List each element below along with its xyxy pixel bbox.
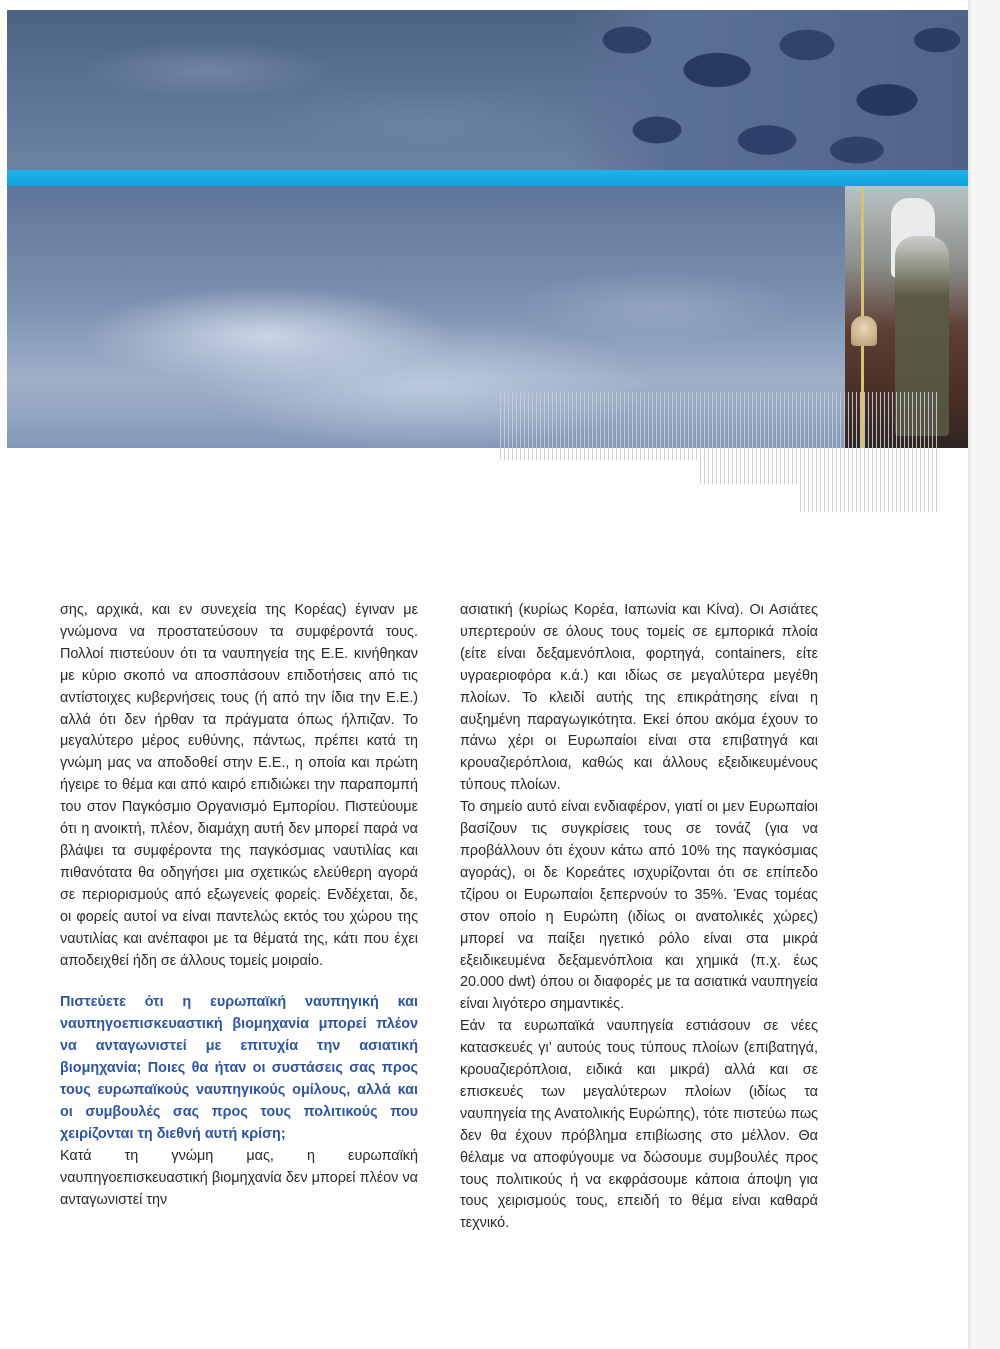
paragraph: Κατά τη γνώμη μας, η ευρωπαϊκή ναυπηγοεπισκευαστική βιομηχανία δεν μπορεί πλέον να ανταγωνιστεί την xyxy=(60,1147,418,1208)
breakwater-rocks-photo xyxy=(567,10,968,170)
header-photo-collage xyxy=(7,10,968,448)
decorative-stripes-mask xyxy=(500,392,700,512)
paragraph: ασιατική (κυρίως Κορέα, Ιαπωνία και Κίνα). Οι Ασιάτες υπερτερούν σε όλους τους τομείς σε εμπορικά πλοία (είτε είναι δεξαμενόπλοια, φορτηγά, containers, είτε υγραεριοφόρα κ.ά.) και ιδίως σε μεγαλύτερα μεγέθη πλοίων. Το κλειδί αυτής της επικράτησης είναι η αυξημένη παραγωγικότητα. Εκεί όπου ακόμα έχουν το πάνω χέρι οι Ευρωπαίοι είναι στα επιβατηγά και κρουαζιερόπλοια, καθώς και άλλους εξειδικευμένους τύπους πλοίων. xyxy=(460,602,818,794)
ship-bell xyxy=(851,316,877,346)
paragraph: Το σημείο αυτό είναι ενδιαφέρον, γιατί οι μεν Ευρωπαίοι βασίζουν τις συγκρίσεις τους σε τονάζ (για να προβάλλουν ότι έχουν κάτω από 10% της παγκόσμιας αγοράς), οι δε Κορεάτες ισχυρίζονται ότι σε επίπεδο τζίρου οι Ευρωπαίοι ξεπερνούν το 35%. Ένας τομέας στον οποίο η Ευρώπη (ιδίως οι ανατολικές χώρες) μπορεί να παίξει ηγετικό ρόλο είναι στα μικρά εξειδικευμένα δεξαμενόπλοια και χημικά (π.χ. έως 20.000 dwt) όπου οι διαφορές με τα ασιατικά ναυπηγεία είναι λιγότερο σημαντικές. xyxy=(460,799,818,1013)
article-body xyxy=(0,600,1000,1320)
left-column xyxy=(60,600,418,1211)
right-column xyxy=(460,600,818,1235)
accent-band xyxy=(7,170,968,186)
paragraph: σης, αρχικά, και εν συνεχεία της Κορέας) έγιναν με γνώμονα να προστατεύσουν τα συμφέροντά τους. Πολλοί πιστεύουν ότι τα ναυπηγεία της Ε.Ε. κινήθηκαν με κύριο σκοπό να αποσπάσουν επιδοτήσεις από τις αντίστοιχες κυβερνήσεις τους (ή από την ίδια την Ε.Ε.) αλλά ότι δεν ήρθαν τα πράγματα όπως ήλπιζαν. Το μεγαλύτερο μέρος ευθύνης, πάντως, πρέπει κατά τη γνώμη μας να αποδοθεί στην Ε.Ε., η οποία και πρώτη ήγειρε το θέμα και από καιρό επιδιώκει την παραπομπή του στον Παγκόσμιο Οργανισμό Εμπορίου. Πιστεύουμε ότι η ανοικτή, πλέον, διαμάχη αυτή δεν μπορεί παρά να βλάψει τα συμφέροντα της παγκόσμιας ναυτιλίας και πιθανότατα θα οδηγήσει μια σχετικώς ελεύθερη αγορά σε περιορισμούς από εξωγενείς φορείς. Ενδέχεται, δε, οι φορείς αυτοί να είναι παντελώς εκτός του χώρου της ναυτιλίας και ανέπαφοι με τα θέματά της, κάτι που έχει αποδειχθεί ήδη σε άλλους τομείς μοιραίο. xyxy=(60,602,418,969)
interview-question: Πιστεύετε ότι η ευρωπαϊκή ναυπηγική και ναυπηγοεπισκευαστική βιομηχανία μπορεί πλέον να ανταγωνιστεί με επιτυχία την ασιατική βιομηχανία; Ποιες θα ήταν οι συστάσεις σας προς τους ευρωπαϊκούς ναυπηγικούς ομίλους, αλλά και οι συμβουλές σας προς τους πολιτικούς που χειρίζονται τη διεθνή αυτή κρίση; xyxy=(60,994,418,1142)
decorative-stripes-mask xyxy=(700,392,800,512)
paragraph: Εάν τα ευρωπαϊκά ναυπηγεία εστιάσουν σε νέες κατασκευές γι’ αυτούς τους τύπους πλοίων (επιβατηγά, κρουαζιερόπλοια, ειδικά και μικρά) αλλά και σε επισκευές των μεγαλύτερων πλοίων (ιδίως τα ναυπηγεία της Ανατολικής Ευρώπης), τότε πιστεύω πως δεν θα έχουν πρόβλημα επιβίωσης στο μέλλον. Θα θέλαμε να αποφύγουμε να δώσουμε συμβουλές προς τους πολιτικούς ή να εκφράσουμε κάποια άποψη για τους χειρισμούς τους, επειδή το θέμα είναι καθαρά τεχνικό. xyxy=(460,1018,818,1232)
